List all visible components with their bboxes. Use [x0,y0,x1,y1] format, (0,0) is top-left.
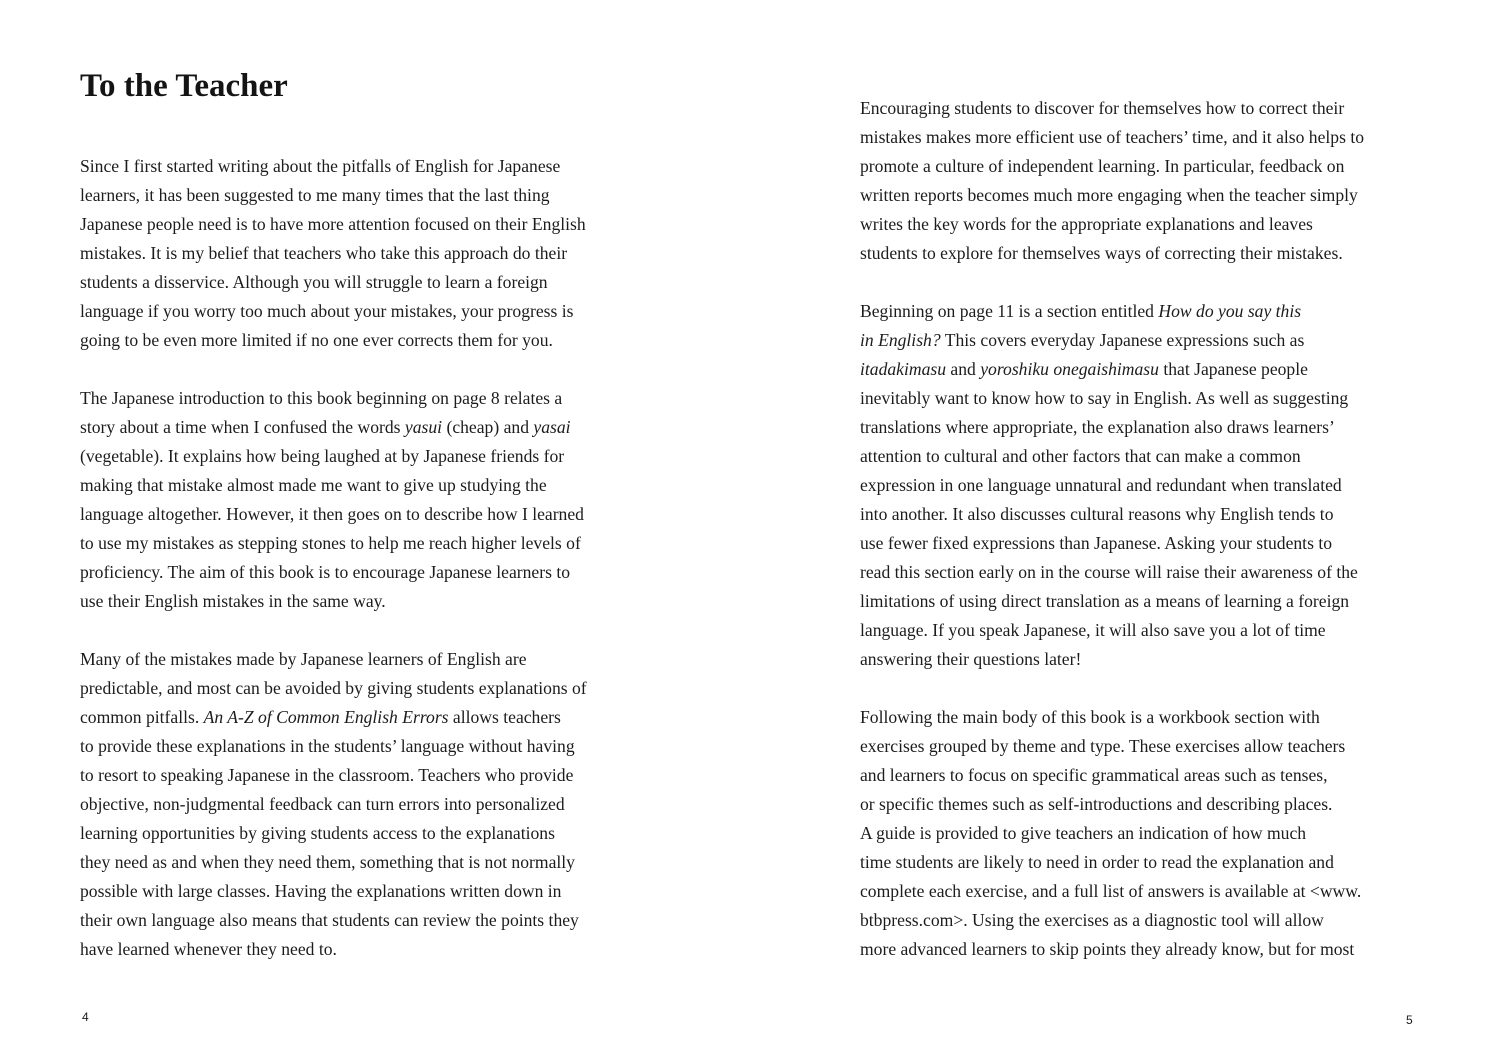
text-run: (cheap) and [442,417,534,437]
text-line: learners, it has been suggested to me many times that the last thing [80,185,550,205]
text-line: time students are likely to need in order to read the explanation and [860,852,1334,872]
text-line: translations where appropriate, the explanation also draws learners’ [860,417,1335,437]
text-line: use their English mistakes in the same way. [80,591,386,611]
text-line: to use my mistakes as stepping stones to help me reach higher levels of [80,533,581,553]
book-title-italic: An A-Z of Common English Errors [203,707,449,727]
text-line: possible with large classes. Having the explanations written down in [80,881,562,901]
paragraph-how-do-you-say [860,297,1430,674]
text-line: Encouraging students to discover for themselves how to correct their [860,98,1345,118]
text-line: expression in one language unnatural and redundant when translated [860,475,1342,495]
text-line: they need as and when they need them, something that is not normally [80,852,575,872]
text-run: that Japanese people [1158,359,1308,379]
paragraph-japanese-introduction [80,384,650,616]
text-line: btbpress.com>. Using the exercises as a diagnostic tool will allow [860,910,1324,930]
text-line: exercises grouped by theme and type. These exercises allow teachers [860,736,1346,756]
text-line: to provide these explanations in the students’ language without having [80,736,575,756]
text-line: attention to cultural and other factors that can make a common [860,446,1301,466]
text-line: making that mistake almost made me want to give up studying the [80,475,547,495]
paragraph-intro [80,152,650,355]
text-line: into another. It also discusses cultural reasons why English tends to [860,504,1334,524]
text-line: to resort to speaking Japanese in the classroom. Teachers who provide [80,765,574,785]
text-line: limitations of using direct translation as a means of learning a foreign [860,591,1350,611]
text-run: Beginning on page 11 is a section entitled [860,301,1159,321]
text-line: answering their questions later! [860,649,1082,669]
text-line: objective, non-judgmental feedback can turn errors into personalized [80,794,565,814]
paragraph-predictable-mistakes [80,645,650,964]
italic-word-itadakimasu: itadakimasu [860,359,947,379]
text-line: use fewer fixed expressions than Japanese. Asking your students to [860,533,1332,553]
text-line: written reports becomes much more engaging when the teacher simply [860,185,1358,205]
text-line: their own language also means that students can review the points they [80,910,579,930]
text-line: mistakes. It is my belief that teachers who take this approach do their [80,243,568,263]
page-title: To the Teacher [80,68,288,104]
text-line: and learners to focus on specific grammatical areas such as tenses, [860,765,1328,785]
paragraph-gap [80,616,650,645]
text-line: students a disservice. Although you will struggle to learn a foreign [80,272,548,292]
italic-word-yoroshiku: yoroshiku onegaishimasu [980,359,1159,379]
paragraph-workbook [860,703,1430,964]
text-line: learning opportunities by giving students access to the explanations [80,823,555,843]
text-line: (vegetable). It explains how being laughed at by Japanese friends for [80,446,565,466]
text-line: Following the main body of this book is a workbook section with [860,707,1320,727]
text-line [80,703,650,732]
text-line: inevitably want to know how to say in English. As well as suggesting [860,388,1349,408]
text-run: This covers everyday Japanese expressions such as [940,330,1305,350]
text-line [80,413,650,442]
text-line [860,297,1430,326]
text-line: read this section early on in the course will raise their awareness of the [860,562,1358,582]
section-title-italic: How do you say this [1158,301,1302,321]
text-run: story about a time when I confused the words [80,417,405,437]
paragraph-gap [860,268,1430,297]
text-run: common pitfalls. [80,707,204,727]
text-line: A guide is provided to give teachers an indication of how much [860,823,1307,843]
text-line: mistakes makes more efficient use of teachers’ time, and it also helps to [860,127,1365,147]
text-line: students to explore for themselves ways of correcting their mistakes. [860,243,1343,263]
text-line: writes the key words for the appropriate explanations and leaves [860,214,1313,234]
italic-word-yasui: yasui [404,417,443,437]
section-title-italic: in English? [860,330,941,350]
text-line: Many of the mistakes made by Japanese learners of English are [80,649,527,669]
text-line: or specific themes such as self-introductions and describing places. [860,794,1333,814]
text-line: Since I first started writing about the pitfalls of English for Japanese [80,156,561,176]
text-line: going to be even more limited if no one ever corrects them for you. [80,330,553,350]
text-line: language altogether. However, it then goes on to describe how I learned [80,504,584,524]
text-line: predictable, and most can be avoided by giving students explanations of [80,678,587,698]
text-line: language if you worry too much about your mistakes, your progress is [80,301,574,321]
text-line: have learned whenever they need to. [80,939,337,959]
text-line: Japanese people need is to have more attention focused on their English [80,214,586,234]
paragraph-gap [80,355,650,384]
text-line [860,326,1430,355]
page-number: 5 [1406,1013,1413,1027]
text-line: more advanced learners to skip points they already know, but for most [860,939,1355,959]
text-run: and [946,359,981,379]
paragraph-gap [860,674,1430,703]
text-line [860,355,1430,384]
text-line: language. If you speak Japanese, it will also save you a lot of time [860,620,1326,640]
right-text-column [860,94,1430,964]
paragraph-independent-learning [860,94,1430,268]
text-line: complete each exercise, and a full list of answers is available at <www. [860,881,1362,901]
text-line: promote a culture of independent learning. In particular, feedback on [860,156,1345,176]
text-run: allows teachers [448,707,561,727]
right-page [746,0,1492,1059]
text-line: proficiency. The aim of this book is to encourage Japanese learners to [80,562,571,582]
italic-word-yasai: yasai [533,417,571,437]
page-number: 4 [82,1010,89,1024]
left-text-column [80,152,650,964]
text-line: The Japanese introduction to this book beginning on page 8 relates a [80,388,563,408]
